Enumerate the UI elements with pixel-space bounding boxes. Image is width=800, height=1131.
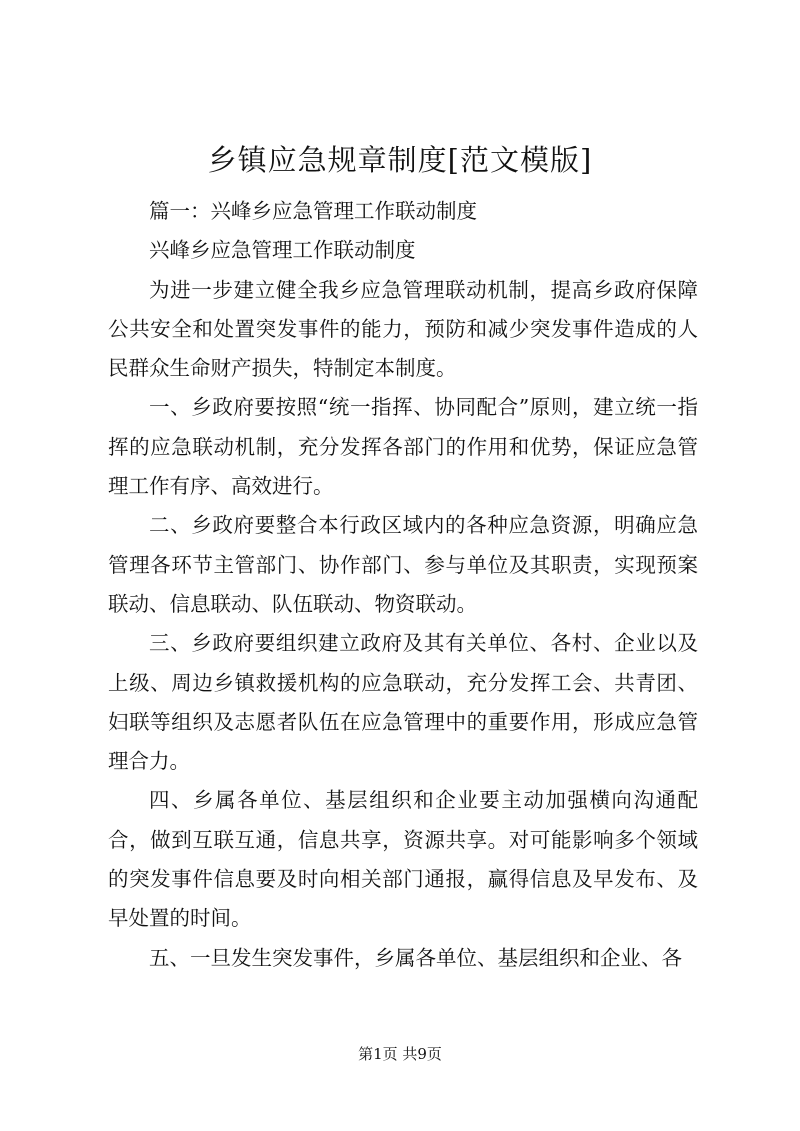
subtitle: 兴峰乡应急管理工作联动制度	[149, 238, 416, 263]
document-title: 乡镇应急规章制度[范文模版]	[207, 143, 593, 177]
paragraph-intro: 为进一步建立健全我乡应急管理联动机制，提高乡政府保障公共安全和处置突发事件的能力，预防和减少突发事件造成的人民群众生命财产损失，特制定本制度。	[108, 277, 698, 381]
paragraph-item-2: 二、乡政府要整合本行政区域内的各种应急资源，明确应急管理各环节主管部门、协作部门、参与单位及其职责，实现预案联动、信息联动、队伍联动、物资联动。	[108, 513, 698, 616]
paragraph-item-5: 五、一旦发生突发事件，乡属各单位、基层组织和企业、各	[149, 945, 682, 970]
page-number: 第1页 共9页	[358, 1045, 442, 1063]
paragraph-item-4: 四、乡属各单位、基层组织和企业要主动加强横向沟通配合，做到互联互通，信息共享，资源共享。对可能影响多个领域的突发事件信息要及时向相关部门通报，赢得信息及早发布、及早处置的时间。	[108, 788, 698, 931]
document-body	[108, 192, 698, 978]
paragraph-item-1: 一、乡政府要按照“统一指挥、协同配合”原则，建立统一指挥的应急联动机制，充分发挥各部门的作用和优势，保证应急管理工作有序、高效进行。	[108, 395, 698, 499]
section-heading: 篇一：兴峰乡应急管理工作联动制度	[149, 199, 477, 223]
paragraph-item-3: 三、乡政府要组织建立政府及其有关单位、各村、企业以及上级、周边乡镇救援机构的应急联动，充分发挥工会、共青团、妇联等组织及志愿者队伍在应急管理中的重要作用，形成应急管理合力。	[108, 631, 698, 774]
